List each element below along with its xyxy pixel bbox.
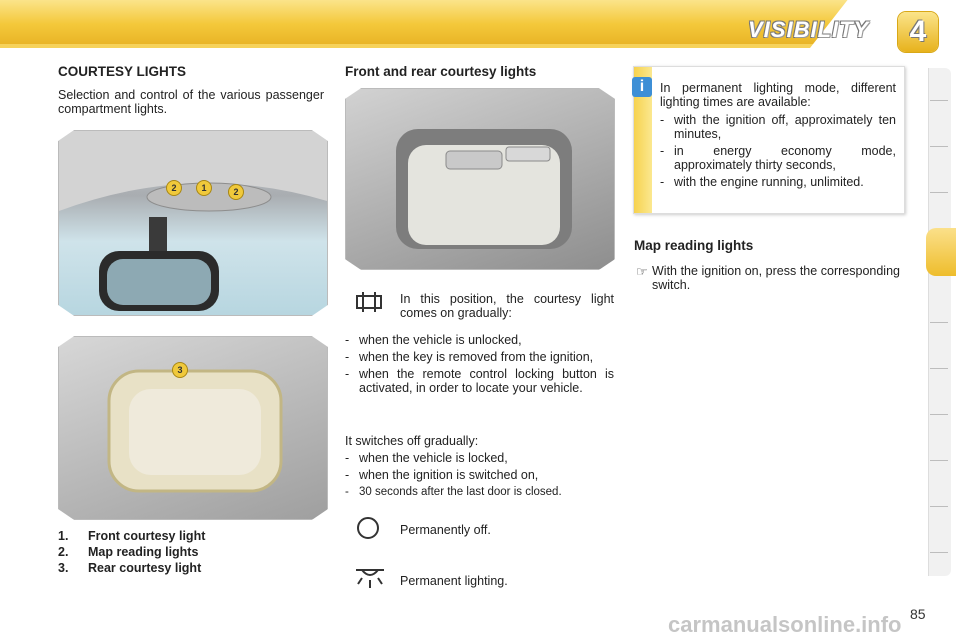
rear-light-image — [58, 336, 328, 520]
list-item: - when the vehicle is unlocked, — [345, 333, 614, 347]
side-tab-divider — [930, 414, 948, 415]
side-tab-divider — [930, 368, 948, 369]
info-icon: i — [632, 77, 652, 97]
section-intro: Selection and control of the various passenger compartment lights. — [58, 88, 324, 116]
legend-label: Map reading lights — [88, 545, 199, 559]
legend-label: Rear courtesy light — [88, 561, 202, 575]
marker-map-light-left: 2 — [166, 180, 182, 196]
marker-front-courtesy: 1 — [196, 180, 212, 196]
chapter-number-badge: 4 — [898, 12, 938, 52]
page-number: 85 — [910, 606, 926, 622]
courtesy-unit-illustration — [346, 89, 614, 269]
legend-item — [58, 560, 205, 576]
permanent-lighting-label: Permanent lighting. — [400, 574, 508, 588]
on-conditions-list — [345, 333, 614, 398]
rear-light-illustration — [59, 337, 327, 519]
legend-item — [58, 528, 205, 544]
courtesy-unit-image — [345, 88, 615, 270]
legend-label: Front courtesy light — [88, 529, 206, 543]
pointing-hand-icon: ☞ — [636, 264, 648, 279]
section-title-courtesy-lights: COURTESY LIGHTS — [58, 64, 187, 79]
marker-rear-courtesy: 3 — [172, 362, 188, 378]
off-position-icon — [356, 516, 390, 540]
permanently-off-label: Permanently off. — [400, 523, 491, 537]
chapter-title: VISIBILITY — [748, 17, 870, 42]
permanent-on-icon — [352, 566, 386, 590]
info-box — [633, 66, 905, 214]
section-title-front-rear: Front and rear courtesy lights — [345, 64, 537, 79]
side-tab-divider — [930, 100, 948, 101]
list-item: - with the engine running, unlimited. — [660, 175, 896, 189]
list-item: - when the vehicle is locked, — [345, 451, 614, 465]
section-title-map-reading: Map reading lights — [634, 238, 754, 253]
front-console-image — [58, 130, 328, 316]
list-item: - in energy economy mode, approximately thirty seconds, — [660, 144, 896, 172]
info-list — [660, 113, 896, 192]
off-conditions-list — [345, 451, 614, 502]
side-tab-divider — [930, 192, 948, 193]
list-item: - when the key is removed from the ignition, — [345, 350, 614, 364]
info-intro: In permanent lighting mode, different lighting times are available: — [660, 81, 896, 109]
list-item: - when the remote control locking button is activated, in order to locate your vehicle. — [345, 367, 614, 395]
marker-map-light-right: 2 — [228, 184, 244, 200]
position-description: In this position, the courtesy light comes on gradually: — [400, 292, 614, 320]
side-tab-divider — [930, 322, 948, 323]
side-tab-divider — [930, 506, 948, 507]
watermark: carmanualsonline.info — [668, 612, 902, 637]
legend-item — [58, 544, 205, 560]
side-tab-divider — [930, 460, 948, 461]
legend-num: 3. — [58, 561, 69, 575]
map-reading-text: With the ignition on, press the corresponding switch. — [652, 264, 900, 292]
side-tab-active[interactable] — [926, 228, 956, 276]
side-tab-divider — [930, 552, 948, 553]
list-item: - when the ignition is switched on, — [345, 468, 614, 482]
side-tab-divider — [930, 146, 948, 147]
legend-num: 2. — [58, 545, 69, 559]
front-console-illustration — [59, 131, 327, 315]
gradual-mode-icon — [352, 290, 386, 314]
list-item: - with the ignition off, approximately ten minutes, — [660, 113, 896, 141]
legend-num: 1. — [58, 529, 69, 543]
legend — [58, 528, 205, 576]
off-title: It switches off gradually: — [345, 434, 479, 448]
list-item: - 30 seconds after the last door is closed. — [345, 485, 614, 499]
